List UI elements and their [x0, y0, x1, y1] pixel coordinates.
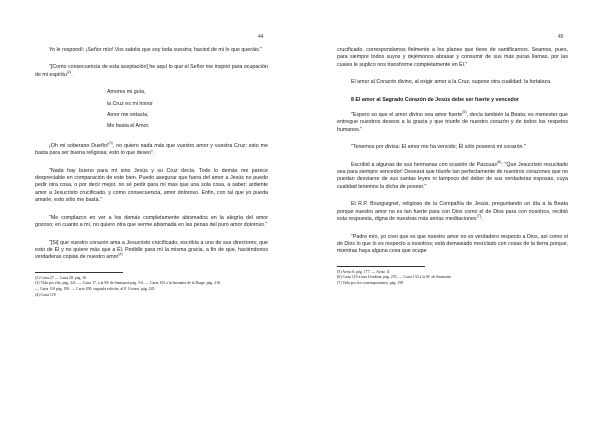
paragraph: "Padre mío, yo creo que es que nuestro amor no es verdadero respecto a Dios, así como el de Dios lo que lo es respecto a nosotros; está demasiado mezclado con cosas de la tierra porque, mientras haya alguna cosa que ocupe	[337, 233, 568, 255]
paragraph: ¡Oh mi soberano Dueño!$^{(3)}$, no quiero nada más que vuestro amor y vuestra Cruz; esto me basta para ser buena religiosa; esto lo que deseo".	[35, 141, 268, 157]
right-page	[300, 0, 600, 424]
paragraph: "[Como consecuencia de esta aceptación] he aquí lo que el Señor me inspiró para ocupación de mi espíritu$^{(2)}$.	[35, 64, 268, 78]
paragraph: "Espero so que el amor divino sea amor fuerte$^{(5)}$, decía también la Beata; es menester que entregue nuestros deseos a la gracia y que triunfe de nuestro corazón y de todos los respetos humanos."	[337, 110, 568, 133]
poem-line: la Cruz es mi honor	[107, 100, 153, 107]
paragraph: "Nada hay bueno para mí sino Jesús y su Cruz decía. Todo lo demás me parece despreciable en comparación de este bien. Puedo asegurar que fuera del amor a Jesús no puedo pedir otra cosa, o por decir mejor, no sé pedir para mí más que una sola cosa, a saber: ardiente amor a Jesucristo crucificado, y como consecuencia, amor doloroso. Enfin, con tal que yo pueda amarle, esto sólo me basta."	[35, 167, 268, 204]
paragraph: "Me complazco en ver a los demás completamente abismados en la alegría del amor gozoso; en cuanto a mí, no quiero otra que verme abismada en las penas del puro amor doloroso."	[35, 214, 268, 229]
footnote: (2) Carta 27 — Carta 28, pág. 56	[35, 275, 87, 280]
footnote: (3) Vida por ella, pág. 321. — Carta 17, a la Mª de Saumaise pág. 5-6. — Carta 103 a la hermana de la Barge, pág. 218.	[35, 281, 221, 286]
paragraph: crucificado, correspondamos fielmente a los planes que tiene de santificarnos. Seamos, pues, para siempre todos suyos y dejémonos abrasar y consumir de sus más puras llamas, por las cuales le suplico nos transforme completamente en Él."	[337, 47, 568, 68]
poem-line: Amor me extasía,	[107, 112, 149, 119]
footnote-rule	[35, 272, 123, 273]
paragraph: El amor al Corazón divino, al exigir amor a la Cruz, supone otra cualidad: la fortaleza.	[351, 79, 552, 86]
page-number: 45	[558, 34, 564, 40]
poem-line: Me basta el Amor.	[107, 123, 150, 130]
paragraph: El R.P. Bourguignet, religioso de la Compañía de Jesús, preguntando un día a la Beata porque nuestro amor no es tan fuerte para con Dios como el de Dios para con nosotros, recibió esta respuesta, digna de nuestras más serias meditaciones$^{(7)}$:	[337, 201, 568, 223]
footnote: — Carta 110 pág. 190. — Carta 100, segunda edición, al P. Croiset, pág. 245.	[35, 286, 156, 291]
footnote: (7) Vida por los contemporáneos, pág. 199	[337, 280, 404, 285]
footnote: (4) Carta 118	[35, 292, 56, 297]
paragraph: "[Si] que vuestro corazón ama a Jesucristo crucificado, escribía a uno de sus directores; que esto de Él y no quiere más que a Él. Pedidle para mí la misma gracia, a fin de que, haciéndonos verdaderas copias de nuestro amor$^{(4)}$	[35, 239, 268, 261]
poem-line: Amores mi guía,	[107, 89, 146, 96]
paragraph: "Tenemos por divisa: El amor me ha vencido; Él sólo poseerá mi corazón."	[351, 144, 526, 151]
paragraph: Yo le respondí: ¡Señor mío! Vos sabéis que soy toda vuestra; hacied de mi lo que queráis."	[49, 47, 263, 53]
footnote: (5) Aviso 6, pág. 177. — Aviso 11	[337, 269, 390, 274]
left-text-column	[35, 47, 268, 298]
footnotes	[35, 276, 268, 298]
poem	[107, 89, 268, 131]
right-text-column	[337, 47, 568, 287]
section-heading: 8 El amor al Sagrado Corazón de Jesús debe ser fuerte y vencedor	[351, 96, 520, 103]
footnotes	[337, 270, 568, 287]
page-number: 44	[258, 34, 264, 40]
paragraph: Escribió a algunas de sus hermanas con ocasión de Pascuas$^{(6)}$: "Que Jesucristo resucitado sea para siempre vencedor! Deseará que triunfe tan perfectamente de nuestros corazones que no puedan desviarse de sus santas leyes ni tampoco del deber de sus verdaderas esposas, cuya cualidad tenemos la dicha de poseer."	[337, 159, 568, 190]
footnote-rule	[337, 266, 425, 267]
footnote: (6) Carta 119 a una Ursulina, pág. 253. — Carta 133 a la M. de Saumaise	[337, 275, 452, 280]
